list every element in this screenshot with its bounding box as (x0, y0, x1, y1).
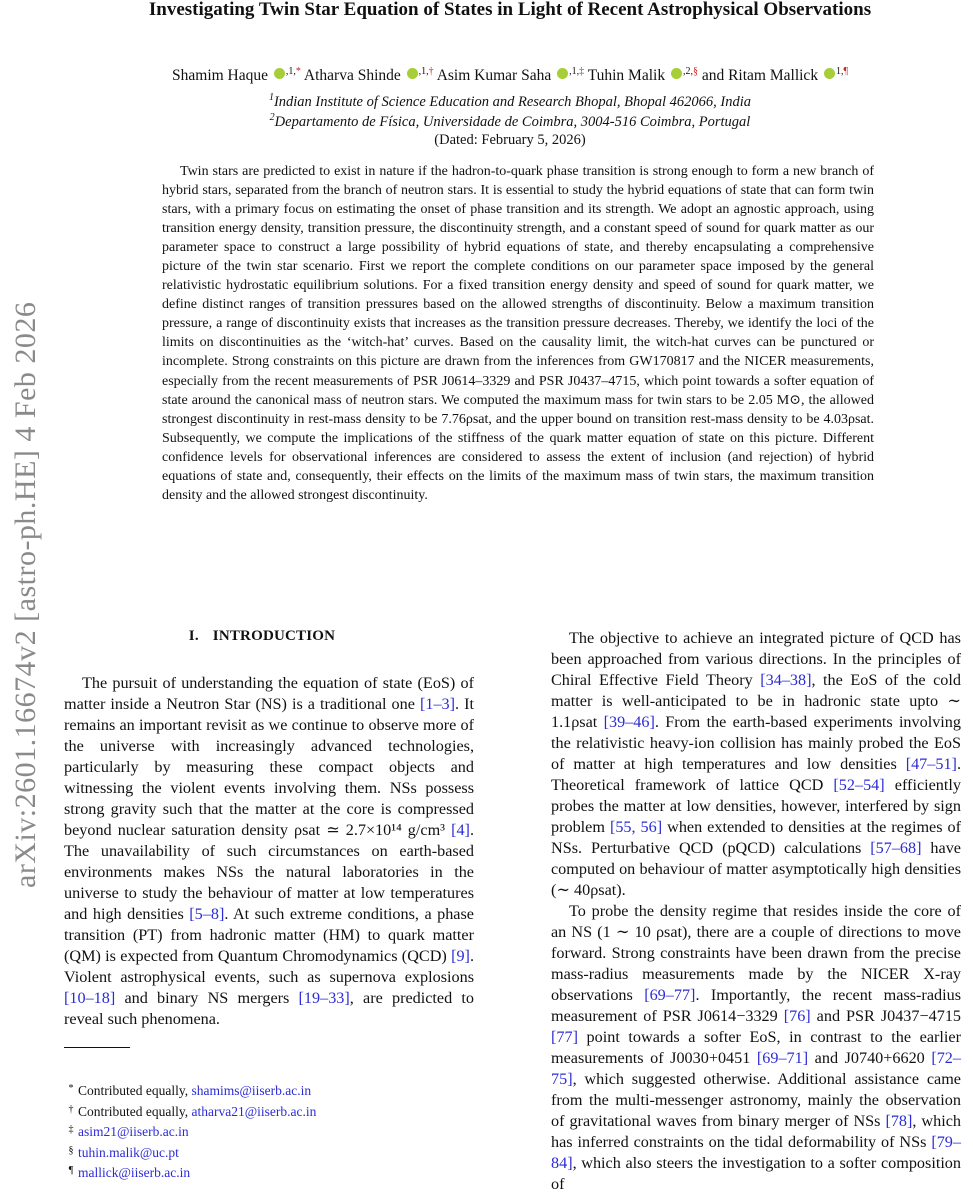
footnote-divider (64, 1047, 130, 1048)
paragraph-text: . The unavailability of such circumstances on earth-based environments makes NSs the natural laboratories in the universe to study the behaviour of matter at low temperatures and high densities (64, 821, 474, 923)
paragraph-text: , the EoS of the cold matter is well-anticipated to be in hadronic state upto ∼ 1.1ρsat (551, 671, 961, 731)
email-link[interactable]: asim21@iiserb.ac.in (78, 1124, 189, 1139)
footnote-0: * Contributed equally, shamims@iiserb.ac.in (68, 1083, 312, 1098)
paragraph-text: point towards a softer EoS, in contrast to the earlier measurements of J0030+0451 (551, 1028, 961, 1067)
paragraph-text: The objective to achieve an integrated picture of QCD has been approached from various directions. In the principles of Chiral Effective Field Theory (551, 629, 961, 689)
orcid-icon[interactable] (824, 68, 835, 79)
footnote-3: § tuhin.malik@uc.pt (68, 1144, 179, 1160)
email-link[interactable]: atharva21@iiserb.ac.in (191, 1103, 317, 1119)
paragraph-text: . Violent astrophysical events, such as supernova explosions (64, 947, 474, 986)
footnote-4: ¶ mallick@iiserb.ac.in (68, 1165, 191, 1180)
section-heading: I. INTRODUCTION (188, 628, 336, 644)
orcid-icon[interactable] (274, 68, 285, 79)
paragraph-text: and PSR J0437−4715 (810, 1007, 962, 1025)
author-list (60, 66, 960, 85)
affiliation-1: $^1$Indian Institute of Science Education and Research Bhopal, Bhopal 462066, India (268, 92, 752, 110)
citation-link[interactable]: [9] (451, 947, 470, 965)
paragraph-text: and binary NS mergers (115, 989, 299, 1007)
paragraph-text: , which suggested otherwise. Additional assistance came from the multi-messenger astronomy, mainly the observation of gravitational waves from binary merger of NSs (551, 1070, 961, 1130)
orcid-icon[interactable] (557, 68, 568, 79)
email-link[interactable]: mallick@iiserb.ac.in (78, 1165, 191, 1180)
citation-link[interactable]: [69–71] (756, 1049, 809, 1067)
orcid-icon[interactable] (671, 68, 682, 79)
abstract (162, 162, 874, 505)
intro-paragraph-1 (64, 673, 474, 1030)
citation-link[interactable]: [79–84] (551, 1133, 961, 1172)
citation-link[interactable]: [76] (783, 1007, 811, 1025)
citation-link[interactable]: [47–51] (905, 755, 957, 773)
intro-paragraph-2 (551, 628, 961, 901)
citation-link[interactable]: [55, 56] (609, 818, 663, 836)
citation-link[interactable]: [78] (885, 1112, 913, 1130)
citation-link[interactable]: [77] (551, 1028, 578, 1046)
citation-link[interactable]: [39–46] (603, 713, 655, 731)
paragraph-text: have computed on behaviour of matter asymptotically high densities (∼ 40ρsat). (551, 839, 961, 899)
paragraph-text: The pursuit of understanding the equation of state (EoS) of matter inside a Neutron Star (NS) is a traditional one (64, 674, 474, 713)
citation-link[interactable]: [19–33] (298, 989, 350, 1007)
citation-link[interactable]: [5–8] (189, 905, 225, 923)
paragraph-text: . From the earth-based experiments involving the relativistic heavy-ion collision has mainly probed the EoS of matter at high temperatures and low densities (551, 713, 961, 773)
citation-link[interactable]: [34–38] (760, 671, 812, 689)
paper-title: Investigating Twin Star Equation of States in Light of Recent Astrophysical Observations (148, 0, 872, 20)
paragraph-text: . Importantly, the recent mass-radius measurement of PSR J0614−3329 (551, 986, 961, 1025)
author-4[interactable]: Ritam Mallick $^{1,\P}$ (728, 66, 848, 85)
citation-link[interactable]: [10–18] (64, 989, 116, 1007)
paragraph-text: efficiently probes the matter at low densities, however, interfered by sign problem (551, 776, 961, 836)
author-3[interactable]: Tuhin Malik $^{,2,\S}$ and (587, 66, 725, 85)
citation-link[interactable]: [57–68] (870, 839, 922, 857)
paragraph-text: . Theoretical framework of lattice QCD (551, 755, 961, 794)
paragraph-text: and J0740+6620 (808, 1049, 932, 1067)
left-column (64, 626, 474, 1030)
arxiv-identifier-stamp: arXiv:2601.16674v2 [astro-ph.HE] 4 Feb 2026 (9, 301, 42, 889)
email-link[interactable]: tuhin.malik@uc.pt (78, 1144, 179, 1160)
abstract-text: Twin stars are predicted to exist in nature if the hadron-to-quark phase transition is strong enough to form a new branch of hybrid stars, separated from the branch of neutron stars. It is essential to study the hybrid equations of state that can form twin stars, with a primary focus on estimating the onset of phase transition and its strength. We adopt an agnostic approach, using transition energy density, transition pressure, the discontinuity strength, and a constant speed of sound for quark matter as our parameter space to construct a large possibility of hybrid equations of state, and thereby encapsulating a comprehensive picture of the twin star scenario. First we report the complete conditions on our parameter space imposed by the general relativistic hydrostatic equilibrium solutions. For a fixed transition energy density and speed of sound for quark matter, we define distinct ranges of transition pressures based on the allowed strengths of discontinuity. Below a maximum transition pressure, a range of discontinuity exists that increases as the transition pressure decreases. Thereby, we identify the loci of the limits on discontinuities as the ‘witch-hat’ curves. Based on the causality limit, the witch-hat curves can be punctured or incomplete. Strong constraints on this picture are drawn from the inferences from GW170817 and the NICER measurements, especially from the recent measurements of PSR J0614–3329 and PSR J0437–4715, which point towards a softer equation of state around the canonical mass of neutron stars. We computed the maximum mass for twin stars to be 2.05 M⊙, the allowed strongest discontinuity in rest-mass density to be 7.76ρsat, and the upper bound on transition rest-mass density to be 4.03ρsat. Subsequently, we compute the implications of the stiffness of the quark matter equation of state on this picture. Different confidence levels for observational inferences are considered to assess the extent of inclusion (and rejection) of hybrid equations of state and, consequently, their effects on the limits of the maximum mass of twin stars, the maximum transition density and the allowed strongest discontinuity. (162, 164, 874, 503)
affiliation-2: $^2$Departamento de Física, Universidade de Coimbra, 3004-516 Coimbra, Portugal (269, 112, 751, 130)
citation-link[interactable]: [52–54] (833, 776, 885, 794)
orcid-icon[interactable] (407, 68, 418, 79)
paragraph-text: , which has inferred constraints on the tidal deformability of NSs (551, 1112, 961, 1151)
author-2[interactable]: Asim Kumar Saha $^{,1,\ddagger}$ (436, 66, 585, 85)
footnotes (64, 1080, 484, 1183)
paragraph-text: To probe the density regime that resides inside the core of an NS (1 ∼ 10 ρsat), there are a couple of directions to move forward. Strong constraints have been drawn from the precise mass-radius measurements made by the NICER X-ray observations (551, 902, 961, 1004)
author-1[interactable]: Atharva Shinde $^{,1,\dagger}$ (303, 66, 434, 85)
author-0[interactable]: Shamim Haque $^{,1,*}$ (172, 66, 301, 85)
paragraph-text: . It remains an important revisit as we continue to observe more of the universe with increasingly advanced technologies, particularly by measuring these compact objects and witnessing the violent events involving them. NSs possess strong gravity such that the matter at the core is compressed beyond nuclear saturation density ρsat ≃ 2.7×10¹⁴ g/cm³ (64, 695, 474, 839)
email-link[interactable]: shamims@iiserb.ac.in (191, 1083, 312, 1098)
citation-link[interactable]: [4] (451, 821, 470, 839)
footnote-1: † Contributed equally, atharva21@iiserb.ac.in (68, 1103, 317, 1119)
citation-link[interactable]: [69–77] (644, 986, 696, 1004)
paragraph-text: , are predicted to reveal such phenomena. (64, 989, 475, 1028)
citation-link[interactable]: [72–75] (551, 1049, 961, 1088)
citation-link[interactable]: [1–3] (419, 695, 456, 713)
paragraph-text: , which also steers the investigation to a softer composition of (551, 1154, 961, 1193)
date-line: (Dated: February 5, 2026) (434, 132, 586, 148)
intro-paragraph-3 (551, 901, 961, 1195)
paragraph-text: when extended to densities at the regimes of NSs. Perturbative QCD (pQCD) calculations (551, 818, 961, 857)
right-column (551, 628, 961, 1195)
paragraph-text: . At such extreme conditions, a phase transition (PT) from hadronic matter (HM) to quark matter (QM) is expected from Quantum Chromodynamics (QCD) (64, 905, 474, 965)
footnote-2: ‡ asim21@iiserb.ac.in (68, 1124, 189, 1139)
